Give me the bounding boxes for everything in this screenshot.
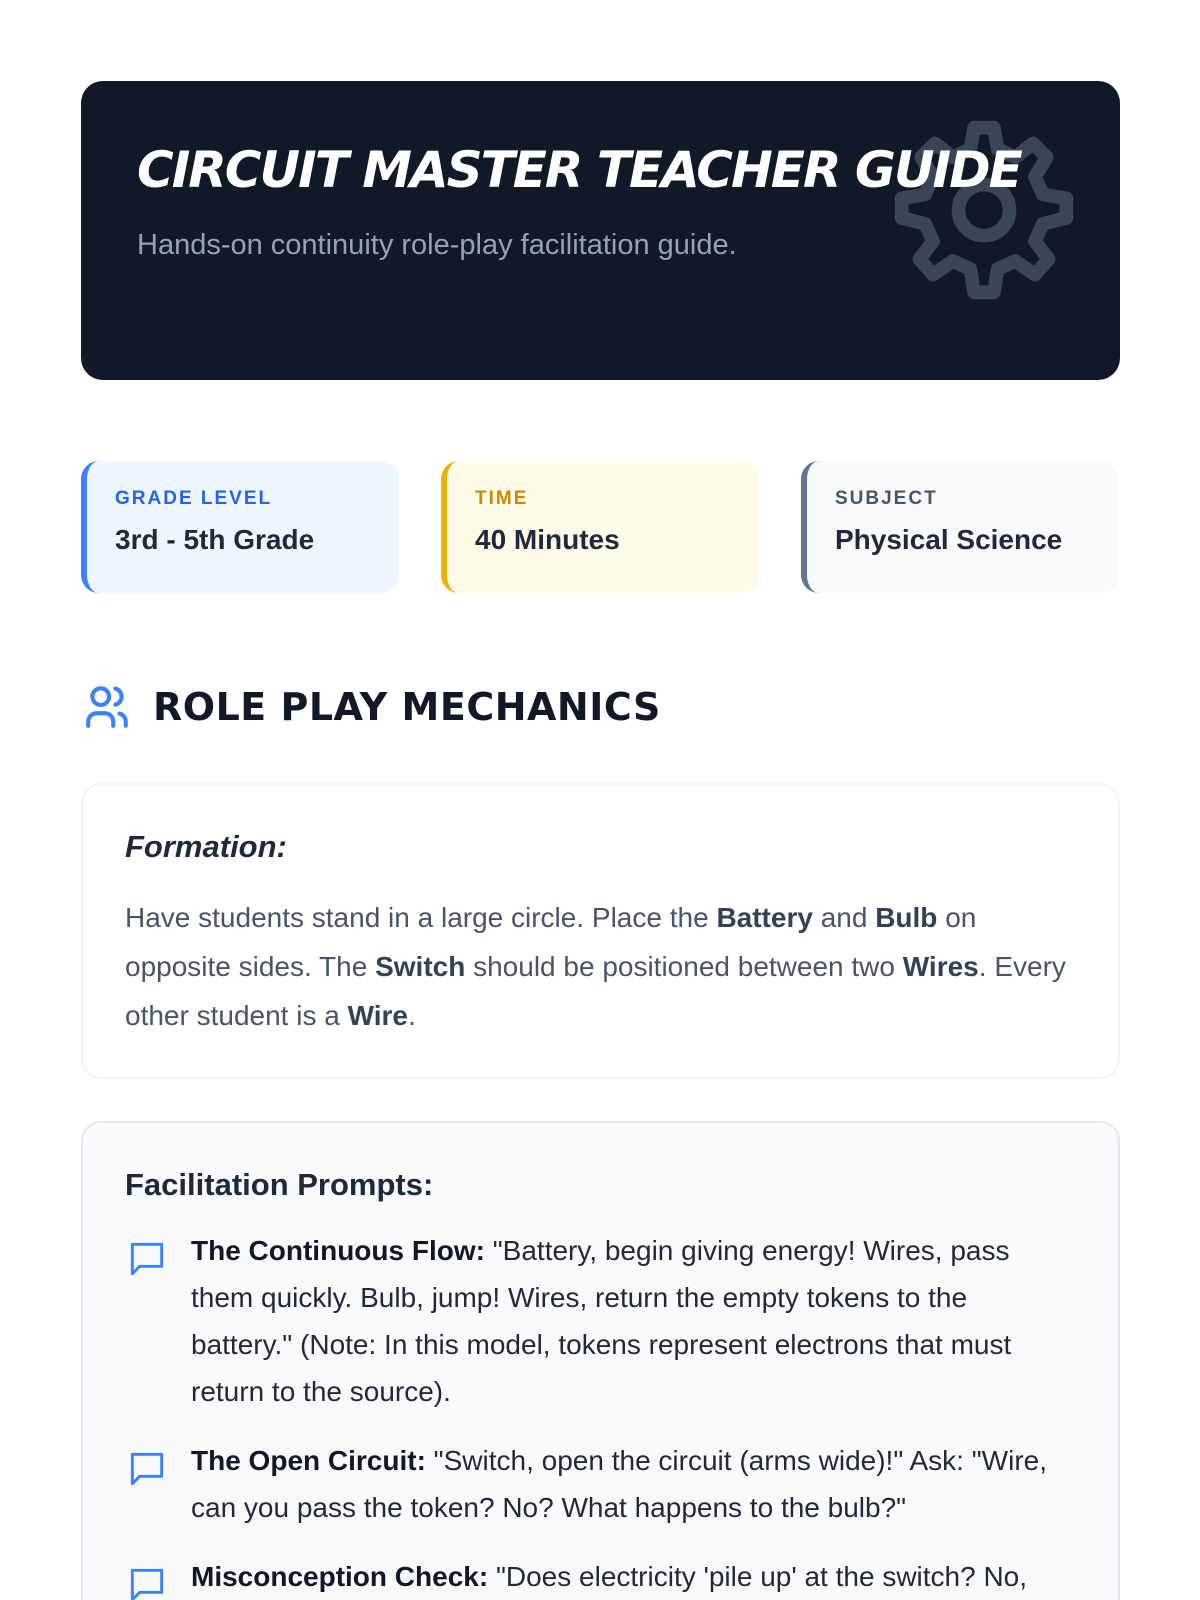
prompt-label: The Continuous Flow: xyxy=(191,1235,485,1266)
prompt-label: Misconception Check: xyxy=(191,1561,489,1592)
message-square-icon xyxy=(125,1447,169,1491)
formation-box xyxy=(81,783,1120,1079)
section-header xyxy=(81,677,1119,737)
users-icon xyxy=(81,682,133,732)
list-item xyxy=(125,1553,1076,1600)
card-value: 40 Minutes xyxy=(475,524,620,555)
card-label: SUBJECT xyxy=(835,488,938,509)
prompt-text: Misconception Check: "Does electricity 'pile up' at the switch? No, xyxy=(191,1561,1028,1592)
prompt-text: The Open Circuit: "Switch, open the circuit (arms wide)!" Ask: "Wire, can you pass the token? No? What happens to the bulb?" xyxy=(191,1445,1048,1523)
page-subtitle: Hands-on continuity role-play facilitation guide. xyxy=(137,229,737,261)
wires-term: Wires xyxy=(902,951,979,982)
time-card xyxy=(441,461,759,593)
formation-text: Have students stand in a large circle. Place the Battery and Bulb on opposite sides. The Switch should be positioned between two Wires. Every other student is a Wire. xyxy=(125,902,1066,1031)
page-title: CIRCUIT MASTER TEACHER GUIDE xyxy=(137,141,1021,199)
card-label: TIME xyxy=(475,488,529,509)
list-item xyxy=(125,1227,1076,1415)
hero-banner xyxy=(81,81,1120,380)
info-cards xyxy=(81,461,1119,593)
prompt-label: The Open Circuit: xyxy=(191,1445,426,1476)
section-title: ROLE PLAY MECHANICS xyxy=(153,685,661,729)
card-label: GRADE LEVEL xyxy=(115,488,273,509)
list-item xyxy=(125,1437,1076,1531)
prompts-title: Facilitation Prompts: xyxy=(125,1167,434,1202)
prompt-list xyxy=(125,1227,1076,1600)
prompt-text: The Continuous Flow: "Battery, begin giving energy! Wires, pass them quickly. Bulb, jump! Wires, return the empty tokens to the battery." (Note: In this model, tokens represent electrons that must return to the source). xyxy=(191,1235,1012,1407)
formation-title: Formation: xyxy=(125,829,287,864)
grade-level-card xyxy=(81,461,399,593)
message-square-icon xyxy=(125,1237,169,1281)
message-square-icon xyxy=(125,1563,169,1600)
facilitation-prompts-box xyxy=(81,1121,1120,1600)
wire-term: Wire xyxy=(347,1000,409,1031)
card-value: Physical Science xyxy=(835,524,1063,555)
subject-card xyxy=(801,461,1119,593)
battery-term: Battery xyxy=(716,902,813,933)
switch-term: Switch xyxy=(375,951,466,982)
bulb-term: Bulb xyxy=(875,902,938,933)
card-value: 3rd - 5th Grade xyxy=(115,524,315,555)
